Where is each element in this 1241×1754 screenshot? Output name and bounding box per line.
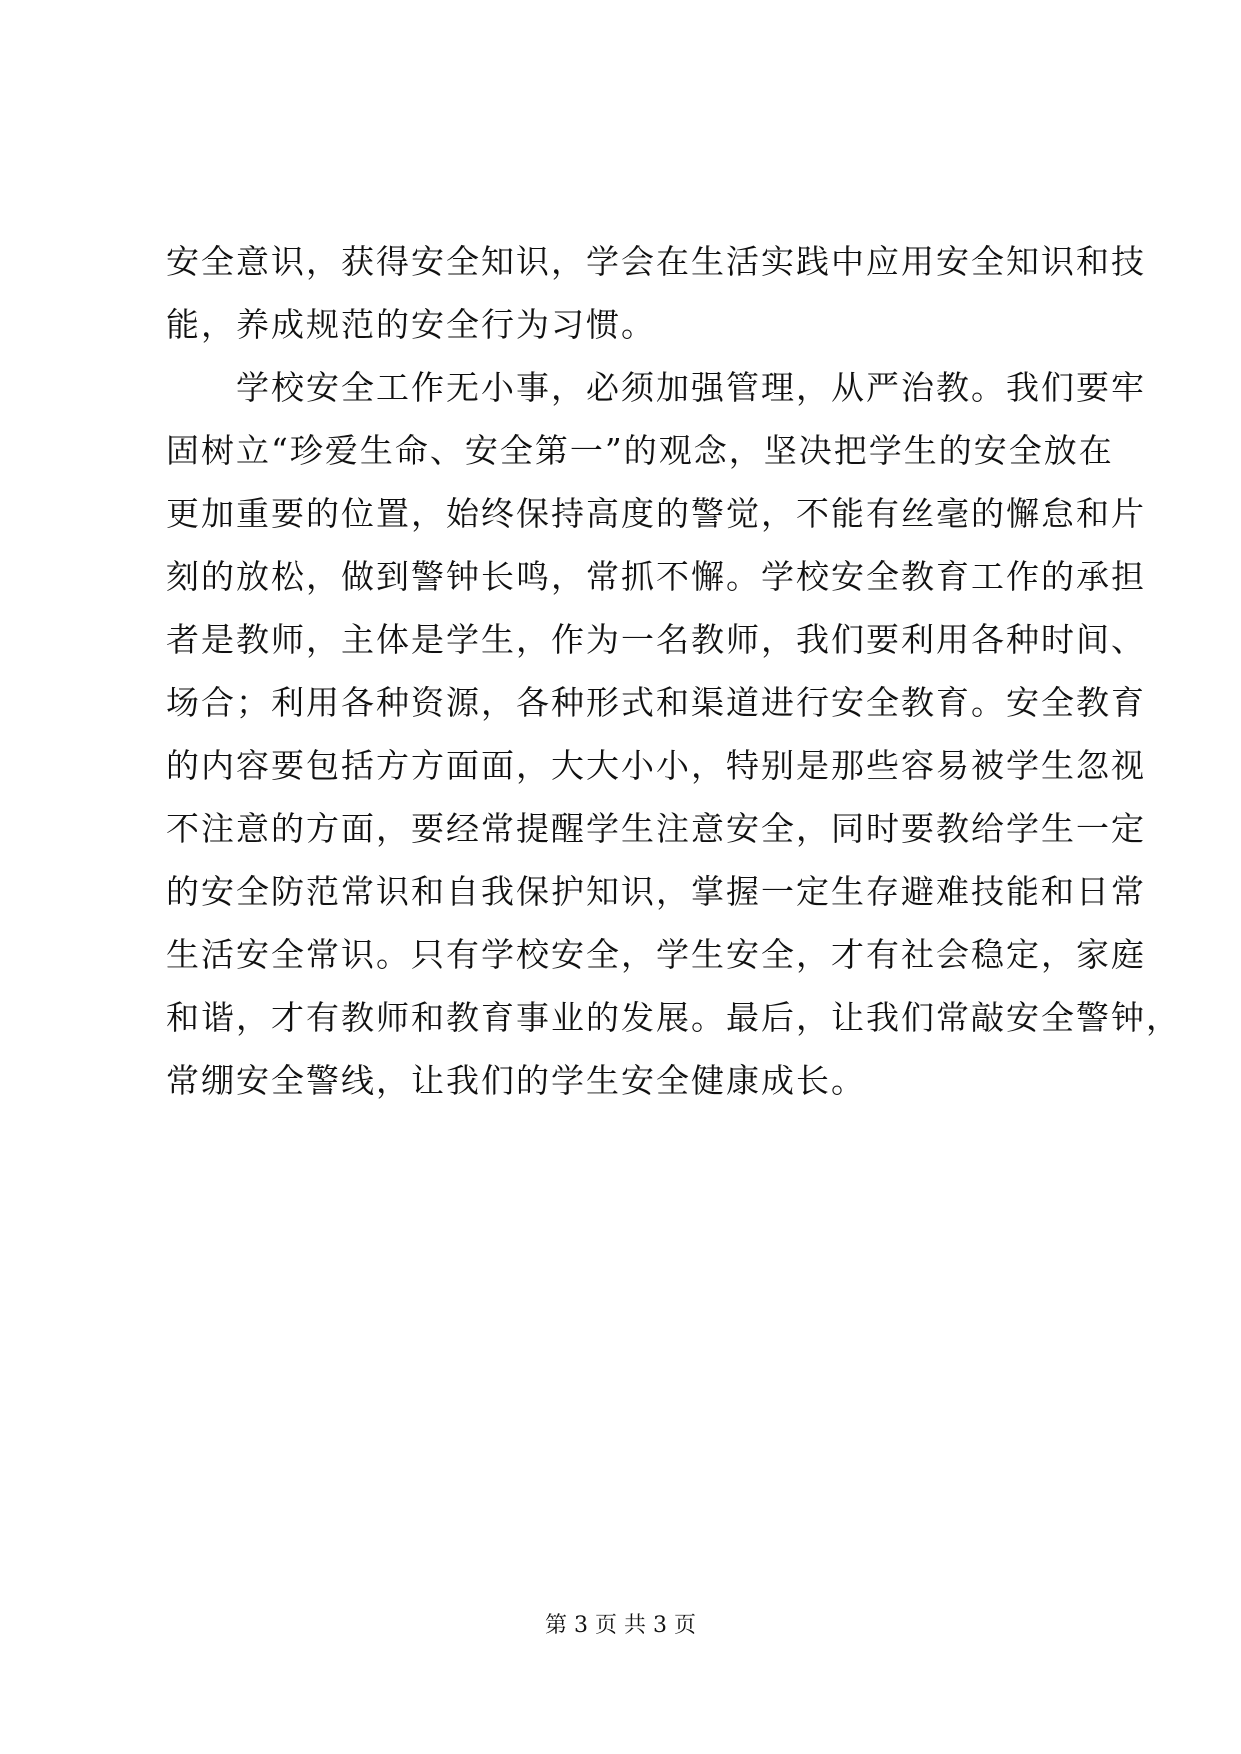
text-line: 更加重要的位置，始终保持高度的警觉，不能有丝毫的懈怠和片 xyxy=(166,494,1146,533)
document-body xyxy=(166,230,1181,1112)
text-line: 常绷安全警线，让我们的学生安全健康成长。 xyxy=(166,1061,866,1100)
text-line: 的内容要包括方方面面，大大小小，特别是那些容易被学生忽视 xyxy=(166,746,1146,785)
text-line: 刻的放松，做到警钟长鸣，常抓不懈。学校安全教育工作的承担 xyxy=(166,557,1146,596)
text-line: 者是教师，主体是学生，作为一名教师，我们要利用各种时间、 xyxy=(166,620,1146,659)
text-line: 不注意的方面，要经常提醒学生注意安全，同时要教给学生一定 xyxy=(166,809,1146,848)
text-line: 场合；利用各种资源，各种形式和渠道进行安全教育。安全教育 xyxy=(166,683,1146,722)
text-line: 和谐，才有教师和教育事业的发展。最后，让我们常敲安全警钟， xyxy=(166,998,1181,1037)
text-line: 能，养成规范的安全行为习惯。 xyxy=(166,305,656,344)
text-line: 安全意识，获得安全知识，学会在生活实践中应用安全知识和技 xyxy=(166,242,1146,281)
paragraph xyxy=(166,230,1146,356)
page-number-footer: 第 3 页 共 3 页 xyxy=(545,1613,696,1638)
text-line: 学校安全工作无小事，必须加强管理，从严治教。我们要牢 xyxy=(166,368,1146,407)
text-line: 的安全防范常识和自我保护知识，掌握一定生存避难技能和日常 xyxy=(166,872,1146,911)
paragraph xyxy=(166,356,1181,1112)
text-line: 固树立“珍爱生命、安全第一”的观念，坚决把学生的安全放在 xyxy=(166,431,1114,470)
text-line: 生活安全常识。只有学校安全，学生安全，才有社会稳定，家庭 xyxy=(166,935,1146,974)
